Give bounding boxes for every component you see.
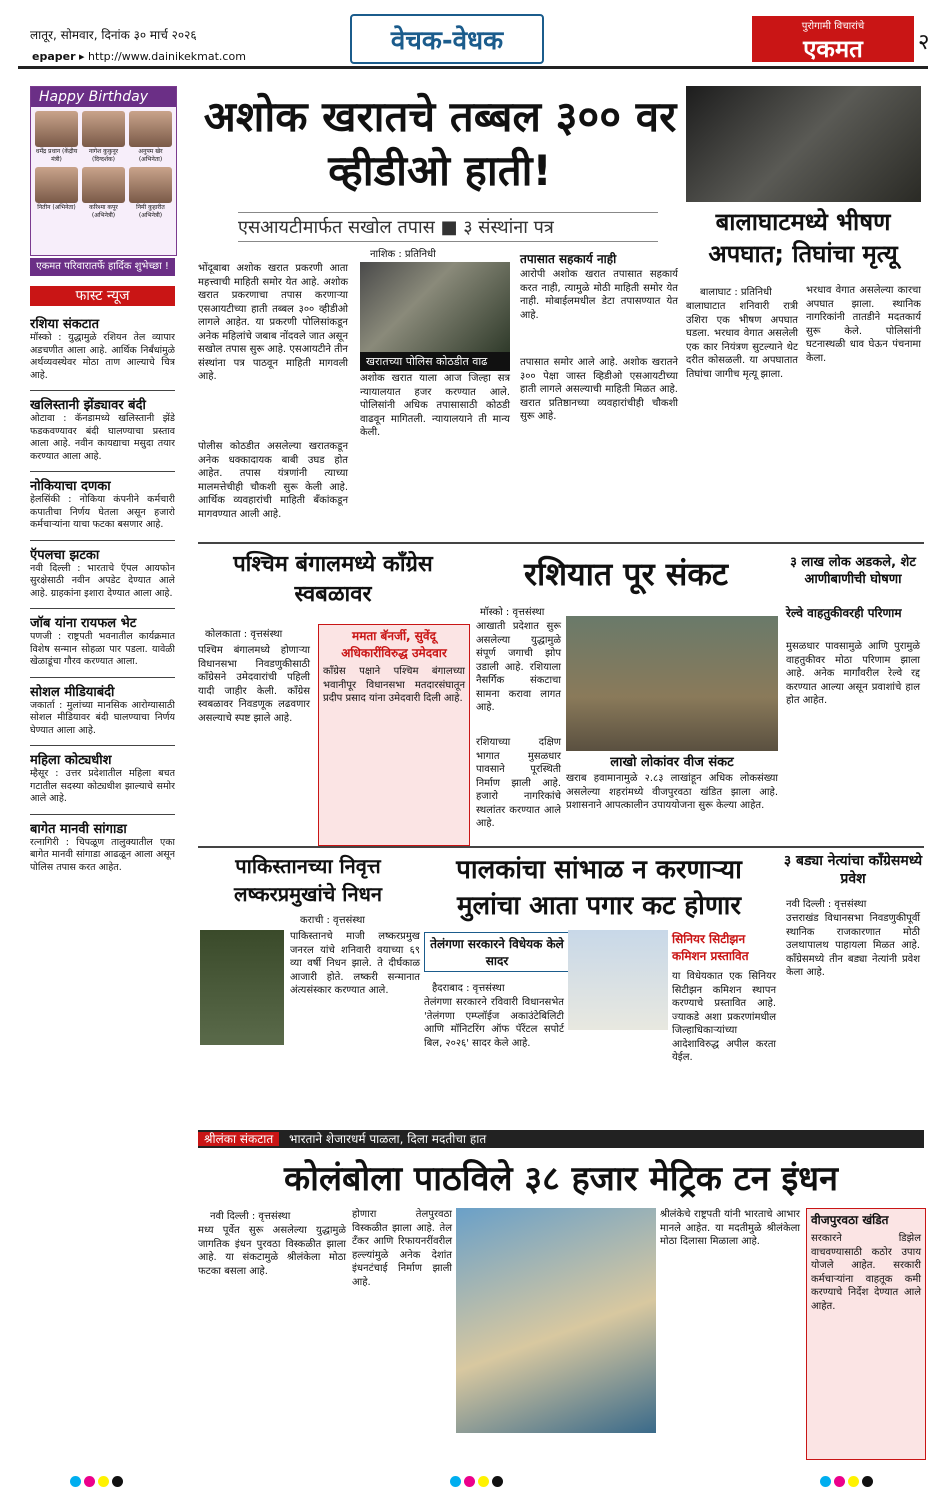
fast-news-item: [30, 395, 175, 463]
divider: [30, 471, 175, 472]
general-photo: [200, 930, 284, 1045]
srilanka-headline: कोलंबोला पाठविले ३८ हजार मेट्रिक टन इंधन: [284, 1159, 838, 1199]
divider: [198, 542, 924, 544]
birthday-greeting: एकमत परिवारातर्फे हार्दिक शुभेच्छा !: [30, 258, 175, 276]
fast-news-heading: बागेत मानवी सांगाडा: [30, 821, 127, 837]
balaghat-dateline: बालाघाट : प्रतिनिधी: [700, 287, 772, 298]
edition-date: लातूर, सोमवार, दिनांक ३० मार्च २०२६: [30, 28, 197, 42]
srilanka-box-title: वीजपुरवठा खंडित: [811, 1213, 889, 1227]
parents-subtitle: तेलंगणा सरकारने विधेयक केले सादर: [424, 932, 570, 972]
lead-column-4: तपासात समोर आले आहे. अशोक खरातने ३०० पेक्षा जास्त व्हिडीओ एसआयटीच्या हाती लागले असल्याची माहिती मिळत आहे. खरात प्रतिष्ठानच्या व्यवहारांचीही चौकशी सुरू आहे.: [520, 357, 678, 422]
russia-caption-text: खराब हवामानामुळे २.८३ लाखांहून अधिक लोकसंख्या असलेल्या शहरांमध्ये वीजपुरवठा खंडित झाला आहे. प्रशासनाने आपत्कालीन उपाययोजना सुरू केल्या आहेत.: [566, 773, 778, 811]
srilanka-text-1: मध्य पूर्वेत सुरू असलेल्या युद्धामुळे जागतिक इंधन पुरवठा विस्कळीत झाला आहे. या संकटामुळे श्रीलंकेला मोठा फटका बसला आहे.: [198, 1225, 346, 1277]
srilanka-kicker: श्रीलंका संकटात: [198, 1132, 279, 1146]
fast-news-item: [30, 314, 175, 382]
birthday-name: अनुपम खेर (अभिनेता): [138, 148, 163, 163]
fast-news-item: [30, 682, 175, 738]
section-brand: वेचक-वेधक: [350, 14, 544, 64]
srilanka-box: [806, 1208, 926, 1460]
fast-news-heading: ऍपलचा झटका: [30, 547, 100, 563]
srilanka-kicker-bar: [198, 1130, 924, 1148]
page-number: २: [918, 30, 930, 55]
birthday-name: नागेश कुकुनूर (दिग्दर्शक): [88, 148, 119, 163]
russia-photo-caption: लाखो लोकांवर वीज संकट: [610, 755, 734, 770]
masthead: [752, 16, 914, 62]
divider: [30, 608, 175, 609]
birthday-name: करिश्मा कपूर (अभिनेत्री): [89, 204, 118, 219]
fast-news-text: नवी दिल्ली : भारताचे ऍपल आयफोन सुरक्षेसाठी नवीन अपडेट देण्यात आले आहे. ग्राहकांना इशारा देण्यात आला आहे.: [30, 562, 175, 599]
epaper-link[interactable]: epaper ▸ http://www.dainikekmat.com: [32, 50, 246, 63]
fast-news-text: म्हैसूर : उत्तर प्रदेशातील महिला बचत गटातील सदस्या कोट्यधीश झाल्याचे समोर आले आहे.: [30, 768, 175, 804]
lead-headline: अशोक खरातचे तब्बल ३०० वर व्हीडीओ हाती!: [203, 92, 677, 195]
emergency-headline: ३ लाख लोक अडकले, शेट आणीबाणीची घोषणा: [790, 555, 916, 587]
fast-news-heading: रशिया संकटात: [30, 317, 100, 332]
lead-photo-caption: खरातच्या पोलिस कोठडीत वाढ: [360, 352, 510, 371]
parents-headline: पालकांचा सांभाळ न करणाऱ्या मुलांचा आता पगार कट होणार: [456, 855, 742, 921]
fast-news-heading: महिला कोट्यधीश: [30, 753, 112, 768]
birthday-photo: [35, 111, 78, 147]
pakistan-headline: पाकिस्तानच्या निवृत्त लष्करप्रमुखांचे निधन: [234, 854, 382, 906]
srilanka-text-3: श्रीलंकेचे राष्ट्रपती यांनी भारताचे आभार मानले आहेत. या मदतीमुळे श्रीलंकेला मोठा दिलासा मिळाला आहे.: [660, 1209, 800, 1247]
congress-headline: ३ बड्या नेत्यांचा काँग्रेसमध्ये प्रवेश: [783, 853, 923, 887]
divider: [30, 677, 175, 678]
fast-news-text: मॉस्को : युद्धामुळे रशियन तेल व्यापार अडचणीत आला आहे. आर्थिक निर्बंधांमुळे अर्थव्यवस्थेवर मोठा ताण आल्याचे चित्र आहे.: [30, 332, 175, 381]
lead-column-1: भोंदूबाबा अशोक खरात प्रकरणी आता महत्त्वाची माहिती समोर येत आहे. अशोक खरात प्रकरणाचा तपास करणाऱ्या एसआयटीच्या हाती तब्बल ३०० व्हीडीओ लागले आहेत. या प्रकरणी पोलिसांकडून अनेक महिलांचे जबाब नोंदवले जात असून सखोल तपास सुरू आहे. एसआयटीने तीन संस्थांना पत्र पाठवून माहिती मागवली आहे.: [198, 263, 348, 382]
emergency-subtitle: रेल्वे वाहतुकीवरही परिणाम: [786, 606, 902, 620]
flood-photo: [566, 616, 778, 751]
lead-box-title: तपासात सहकार्य नाही: [520, 252, 617, 266]
registration-marks: [70, 1476, 123, 1487]
fast-news-text: रत्नागिरी : चिपळूण तालुक्यातील एका बागेत मानवी सांगाडा आढळून आला असून पोलिस तपास करत आहेत.: [30, 836, 175, 873]
wb-text: पश्चिम बंगालमध्ये होणाऱ्या विधानसभा निवडणुकीसाठी काँग्रेसने उमेदवारांची पहिली यादी जाहीर केली. काँग्रेस स्वबळावर निवडणूक लढवणार असल्याचे स्पष्ट झाले आहे.: [198, 645, 310, 724]
masthead-tagline: पुरोगामी विचारांचे: [801, 21, 865, 32]
accident-photo: [686, 86, 921, 202]
fast-news-heading: खलिस्तानी झेंड्यावर बंदी: [30, 398, 146, 413]
assembly-photo: [568, 930, 668, 1030]
fast-news-item: [30, 750, 175, 806]
lead-column-2: पोलीस कोठडीत असलेल्या खरातकडून अनेक धक्कादायक बाबी उघड होत आहेत. तपास यंत्रणांनी त्याच्या मालमत्तेचीही चौकशी सुरू केली आहे. आर्थिक व्यवहारांची माहिती बँकांकडून मागवण्यात आली आहे.: [198, 441, 348, 520]
birthday-box: [30, 86, 177, 256]
fast-news-text: हेलसिंकी : नोकिया कंपनीने कर्मचारी कपातीचा निर्णय घेतला असून हजारो कर्मचाऱ्यांना याचा फटका बसणार आहे.: [30, 494, 175, 530]
pakistan-dateline: कराची : वृत्तसंस्था: [300, 915, 365, 926]
pakistan-text: पाकिस्तानचे माजी लष्करप्रमुख जनरल यांचे शनिवारी वयाच्या ६९ व्या वर्षी निधन झाले. ते दीर्घकाळ आजारी होते. लष्करी सन्मानात अंत्यसंस्कार करण्यात आले.: [290, 931, 420, 996]
congress-text: उत्तराखंड विधानसभा निवडणुकीपूर्वी स्थानिक राजकारणात मोठी उलथापालथ पाहायला मिळत आहे. काँग्रेसमध्ये तीन बड्या नेत्यांनी प्रवेश केला आहे.: [786, 913, 920, 978]
russia-text-2: रशियाच्या दक्षिण भागात मुसळधार पावसाने पूरस्थिती निर्माण झाली आहे. हजारो नागरिकांचे स्थलांतर करण्यात आले आहे.: [476, 737, 561, 829]
birthday-photo: [129, 111, 172, 147]
parents-dateline: हैदराबाद : वृत्तसंस्था: [432, 983, 505, 994]
divider: [30, 745, 175, 746]
registration-marks: [450, 1476, 503, 1487]
birthday-photo: [129, 167, 172, 203]
fast-news-item: [30, 476, 175, 532]
birthday-photo: [82, 111, 125, 147]
fast-news-item: [30, 613, 175, 669]
fast-news-title: फास्ट न्यूज: [30, 286, 175, 306]
srilanka-dateline: नवी दिल्ली : वृत्तसंस्था: [210, 1211, 291, 1222]
russia-dateline: मॉस्को : वृत्तसंस्था: [480, 607, 545, 618]
lead-dateline: नाशिक : प्रतिनिधी: [370, 249, 436, 260]
lead-box-text: आरोपी अशोक खरात तपासात सहकार्य करत नाही, त्यामुळे मोठी माहिती समोर येत नाही. मोबाईलमधील डेटा तपासण्यात येत आहे.: [520, 269, 678, 321]
fast-news-list: [30, 310, 175, 1470]
divider: [30, 540, 175, 541]
emergency-text: मुसळधार पावसामुळे आणि पुरामुळे वाहतुकीवर मोठा परिणाम झाला आहे. अनेक मार्गांवरील रेल्वे रद्द करण्यात आल्या असून प्रवाशांचे हाल होत आहेत.: [786, 641, 920, 706]
birthday-photos: [31, 107, 176, 223]
russia-text-1: आखाती प्रदेशात सुरू असलेल्या युद्धामुळे संपूर्ण जगाची झोप उडाली आहे. रशियाला नैसर्गिक संकटाचा सामना करावा लागत आहे.: [476, 621, 561, 713]
russia-headline: रशियात पूर संकट: [523, 555, 729, 593]
fast-news-item: [30, 545, 175, 601]
birthday-name: नितीन (अभिनेता): [37, 204, 76, 211]
wb-box-title: ममता बॅनर्जी, सुवेंदू अधिकारींविरुद्ध उमेदवार: [341, 629, 447, 660]
fast-news-text: पणजी : राष्ट्रपती भवनातील कार्यक्रमात विशेष सन्मान सोहळा पार पडला. यावेळी खेळाडूंचा गौरव करण्यात आला.: [30, 631, 175, 667]
birthday-photo: [82, 167, 125, 203]
header-divider: [18, 66, 928, 69]
fast-news-heading: सोशल मीडियाबंदी: [30, 684, 115, 700]
registration-marks: [820, 1476, 873, 1487]
fast-news-text: जकार्ता : मुलांच्या मानसिक आरोग्यासाठी सोशल मीडियावर बंदी घालण्याचा निर्णय घेण्यात आला आहे.: [30, 699, 175, 736]
lead-column-3: अशोक खरात याला आज जिल्हा सत्र न्यायालयात हजर करण्यात आले. पोलिसांनी अधिक तपासासाठी कोठडी वाढवून मागितली. न्यायालयाने ती मान्य केली.: [360, 373, 510, 438]
divider: [30, 390, 175, 391]
fast-news-heading: नोकियाचा दणका: [30, 479, 111, 494]
wb-box-text: काँग्रेस पक्षाने पश्चिम बंगालच्या भवानीपूर विधानसभा मतदारसंघातून प्रदीप प्रसाद यांना उमेदवारी दिली आहे.: [323, 666, 465, 704]
srilanka-box-text: सरकारने डिझेल वाचवण्यासाठी कठोर उपाय योजले आहेत. सरकारी कर्मचाऱ्यांना वाहतूक कमी करण्याचे निर्देश देण्यात आले आहेत.: [811, 1233, 921, 1312]
birthday-title: Happy Birthday: [31, 87, 176, 107]
balaghat-text-2: भरधाव वेगात असलेल्या कारचा अपघात झाला. स्थानिक नागरिकांनी तातडीने मदतकार्य सुरू केले. पोलिसांनी घटनास्थळी धाव घेऊन पंचनामा केला.: [806, 285, 921, 364]
lead-photo: [360, 262, 510, 352]
fast-news-item: [30, 819, 175, 875]
divider: [198, 846, 924, 848]
srilanka-text-2: होणारा तेलपुरवठा विस्कळीत झाला आहे. तेल टँकर आणि रिफायनरींवरील हल्ल्यांमुळे अनेक देशांत इंधनटंचाई निर्माण झाली आहे.: [352, 1209, 452, 1288]
parents-text: तेलंगणा सरकारने रविवारी विधानसभेत 'तेलंगणा एम्प्लॉईज अकाउंटेबिलिटी आणि मॉनिटरिंग ऑफ पॅरेंटल सपोर्ट बिल, २०२६' सादर केले आहे.: [424, 997, 564, 1049]
fast-news-heading: जॉब यांना रायफल भेट: [30, 616, 137, 631]
fast-news-text: ओटावा : कॅनडामध्ये खलिस्तानी झेंडे फडकवण्यावर बंदी घालण्याचा प्रस्ताव आला आहे. नवीन कायद्याचा मसुदा तयार करण्यात आला आहे.: [30, 413, 175, 462]
leaders-photo: [456, 1208, 656, 1433]
birthday-name: निमी कुहारीत (अभिनेत्री): [136, 204, 165, 219]
birthday-name: धर्मेंद्र प्रधान (केंद्रीय मंत्री): [35, 148, 78, 163]
wb-box: [318, 624, 470, 846]
wb-headline: पश्चिम बंगालमध्ये काँग्रेस स्वबळावर: [233, 552, 433, 607]
srilanka-kicker-sub: भारताने शेजारधर्म पाळला, दिला मदतीचा हात: [289, 1132, 487, 1146]
congress-dateline: नवी दिल्ली : वृत्तसंस्था: [786, 899, 867, 910]
lead-subhead: एसआयटीमार्फत सखोल तपास ■ ३ संस्थांना पत्र: [238, 212, 658, 242]
birthday-photo: [35, 167, 78, 203]
wb-dateline: कोलकाता : वृत्तसंस्था: [205, 629, 283, 640]
divider: [30, 814, 175, 815]
balaghat-text-1: बालाघाटात शनिवारी रात्री उशिरा एक भीषण अपघात घडला. भरधाव वेगात असलेली एक कार नियंत्रण सुटल्याने थेट दरीत कोसळली. या अपघातात तिघांचा जागीच मृत्यू झाला.: [686, 301, 798, 380]
parents-box-title: सिनियर सिटीझन कमिशन प्रस्तावित: [672, 932, 749, 963]
masthead-name: एकमत: [803, 35, 863, 63]
balaghat-headline: बालाघाटमध्ये भीषण अपघात; तिघांचा मृत्यू: [708, 208, 898, 268]
parents-box-text: या विधेयकात एक सिनियर सिटीझन कमिशन स्थापन करण्याचे प्रस्तावित आहे. ज्याकडे अशा प्रकरणांमधील जिल्हाधिकाऱ्यांच्या आदेशाविरुद्ध अपील करता येईल.: [672, 971, 776, 1063]
